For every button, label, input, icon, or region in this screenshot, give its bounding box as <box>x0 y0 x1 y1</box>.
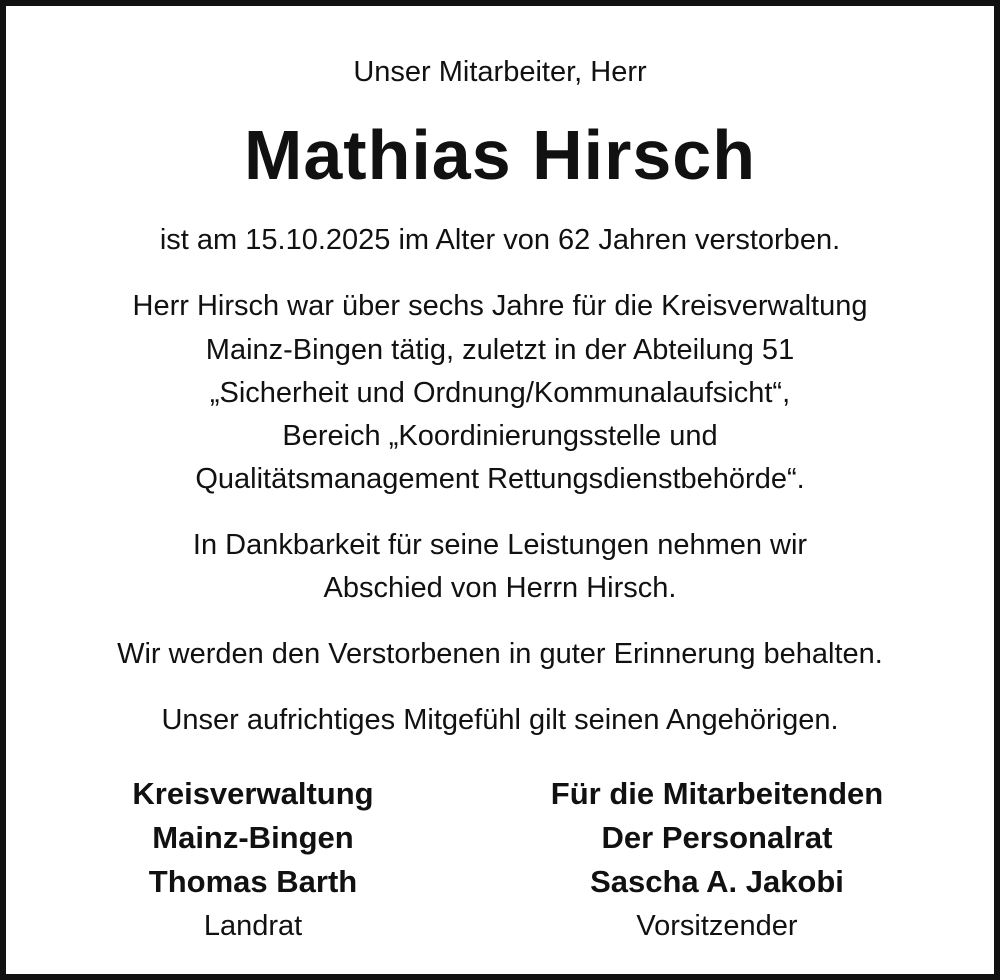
memory-text: Wir werden den Verstorbenen in guter Erinnerung behalten. <box>117 638 883 670</box>
signature-org-line: Der Personalrat <box>601 820 833 855</box>
career-line: Herr Hirsch war über sechs Jahre für die Kreisverwaltung <box>132 290 868 322</box>
sympathy-text: Unser aufrichtiges Mitgefühl gilt seinen Angehörigen. <box>161 704 839 736</box>
signature-block-right <box>492 772 942 948</box>
deceased-name: Mathias Hirsch <box>244 116 756 194</box>
career-line: Mainz-Bingen tätig, zuletzt in der Abteilung 51 <box>205 334 795 366</box>
career-line: Bereich „Koordinierungsstelle und <box>282 420 718 452</box>
gratitude-line: Abschied von Herrn Hirsch. <box>323 572 677 604</box>
signature-org-line: Mainz-Bingen <box>152 820 354 855</box>
signature-role: Landrat <box>203 910 303 942</box>
intro-text: Unser Mitarbeiter, Herr <box>353 56 647 88</box>
career-line: „Sicherheit und Ordnung/Kommunalaufsicht“, <box>209 377 791 409</box>
signature-block-left <box>28 772 478 948</box>
signature-role: Vorsitzender <box>636 910 798 942</box>
death-notice-text: ist am 15.10.2025 im Alter von 62 Jahren verstorben. <box>159 224 841 256</box>
signature-org-line: Kreisverwaltung <box>132 776 374 811</box>
signature-person: Thomas Barth <box>148 864 358 899</box>
signature-person: Sascha A. Jakobi <box>590 864 844 899</box>
signature-org-line: Für die Mitarbeitenden <box>550 776 884 811</box>
career-line: Qualitätsmanagement Rettungsdienstbehörde“. <box>195 463 805 495</box>
gratitude-line: In Dankbarkeit für seine Leistungen nehmen wir <box>192 529 808 561</box>
